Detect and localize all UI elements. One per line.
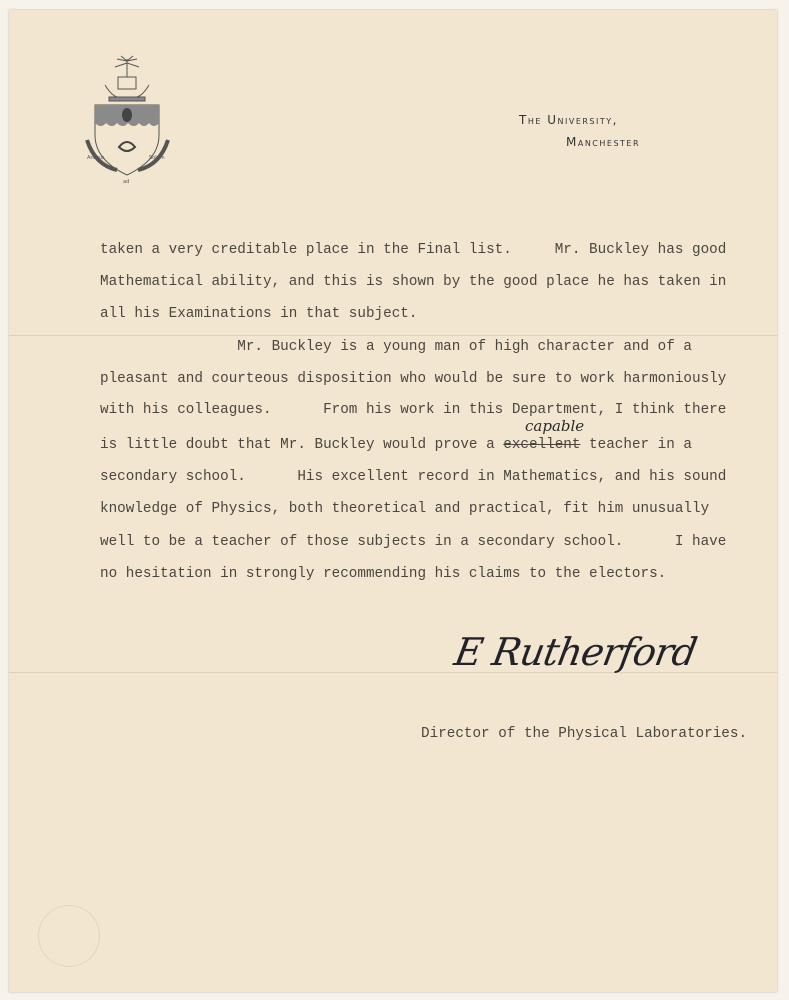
- body-line: well to be a teacher of those subjects in a secondary school. I have: [100, 534, 727, 550]
- body-line: taken a very creditable place in the Final list. Mr. Buckley has good: [100, 242, 727, 258]
- body-line: Mathematical ability, and this is shown by the good place he has taken in: [100, 274, 727, 290]
- letterhead-city: Manchester: [566, 135, 641, 149]
- body-line: knowledge of Physics, both theoretical and practical, fit him unusually: [100, 501, 710, 517]
- struck-word: excellent: [503, 437, 581, 453]
- body-line: all his Examinations in that subject.: [100, 306, 418, 322]
- body-line: no hesitation in strongly recommending his claims to the electors.: [100, 566, 667, 582]
- university-crest-logo: [85, 55, 170, 185]
- handwritten-correction: capable: [525, 417, 585, 435]
- embossed-seal: [38, 905, 100, 967]
- body-line: Mr. Buckley is a young man of high character and of a: [100, 339, 692, 355]
- letterhead-university: The University,: [519, 113, 618, 127]
- body-line: pleasant and courteous disposition who would be sure to work harmoniously: [100, 371, 727, 387]
- fold-line: [9, 335, 777, 336]
- signature: E Rutherford: [451, 630, 700, 674]
- crest-motto-right: Solem: [149, 155, 165, 161]
- crest-motto-center: ad: [123, 179, 130, 185]
- body-line: is little doubt that Mr. Buckley would prove a excellent teacher in a: [100, 437, 693, 453]
- body-line: with his colleagues. From his work in this Department, I think there: [100, 402, 727, 418]
- body-line: secondary school. His excellent record in Mathematics, and his sound: [100, 469, 727, 485]
- signatory-title: Director of the Physical Laboratories.: [421, 726, 748, 742]
- crest-motto-left: Arduus: [87, 155, 105, 161]
